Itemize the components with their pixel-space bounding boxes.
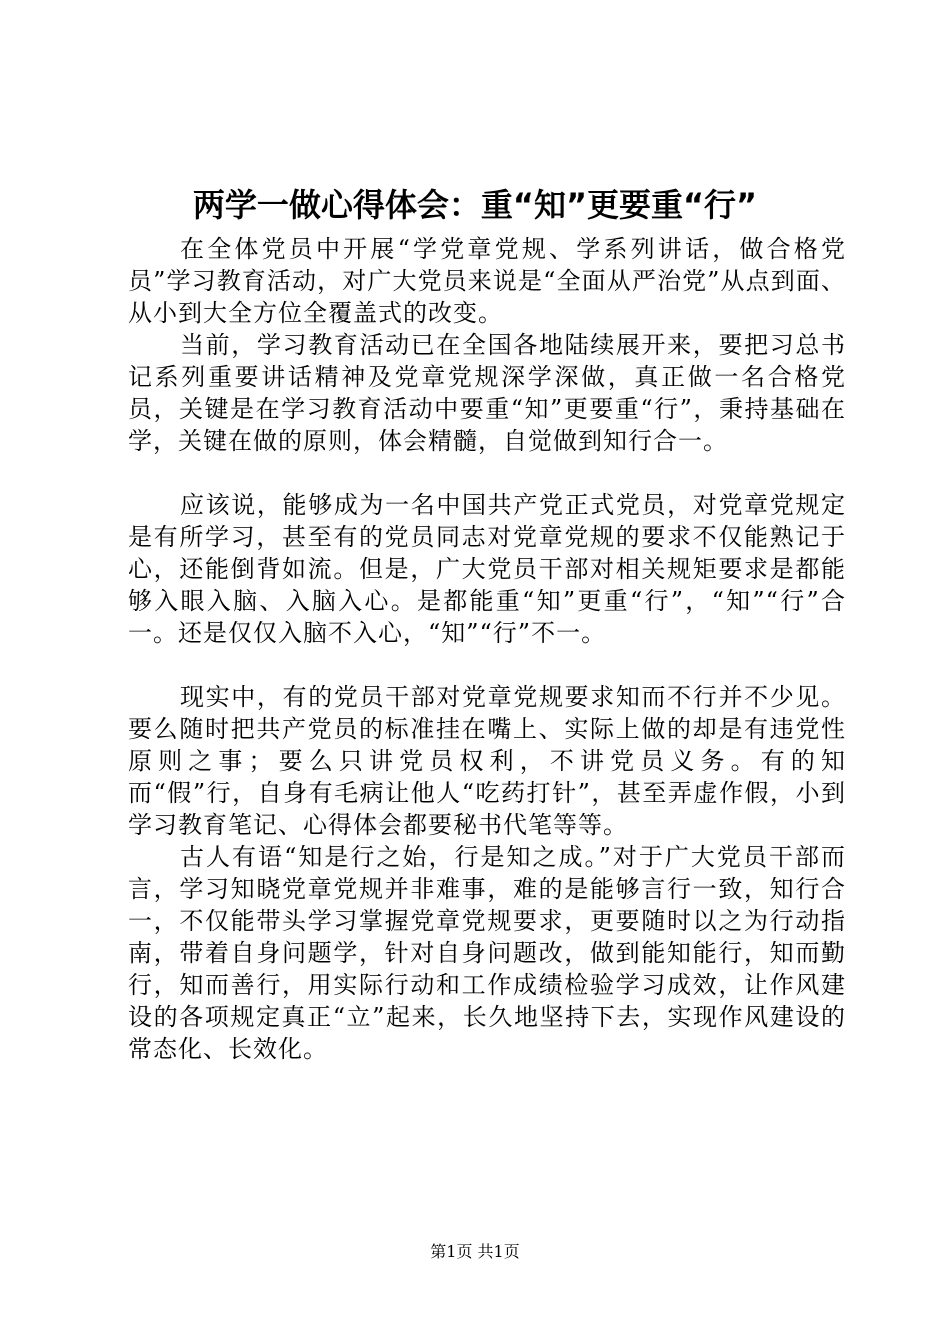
paragraph-3: 应该说，能够成为一名中国共产党正式党员，对党章党规定是有所学习，甚至有的党员同志对党章党规的要求不仅能熟记于心，还能倒背如流。但是，广大党员干部对相关规矩要求是都能够入眼入脑、入脑入心。是都能重“知”更重“行”，“知”“行”合一。还是仅仅入脑不入心，“知”“行”不一。 [128,491,846,647]
paragraph-2: 当前，学习教育活动已在全国各地陆续展开来，要把习总书记系列重要讲话精神及党章党规深学深做，真正做一名合格党员，关键是在学习教育活动中要重“知”更要重“行”，秉持基础在学，关键在做的原则，体会精髓，自觉做到知行合一。 [128,331,846,455]
paragraph-1: 在全体党员中开展“学党章党规、学系列讲话，做合格党员”学习教育活动，对广大党员来说是“全面从严治党”从点到面、从小到大全方位全覆盖式的改变。 [128,235,846,327]
document-title: 两学一做心得体会：重“知”更要重“行” [192,186,758,224]
paragraph-4: 现实中，有的党员干部对党章党规要求知而不行并不少见。要么随时把共产党员的标准挂在嘴上、实际上做的却是有违党性原则之事；要么只讲党员权利，不讲党员义务。有的知而“假”行，自身有毛病让他人“吃药打针”，甚至弄虚作假，小到学习教育笔记、心得体会都要秘书代笔等等。 [128,683,846,839]
paragraph-5: 古人有语“知是行之始，行是知之成。”对于广大党员干部而言，学习知晓党章党规并非难事，难的是能够言行一致，知行合一，不仅能带头学习掌握党章党规要求，更要随时以之为行动指南，带着自身问题学，针对自身问题改，做到能知能行，知而勤行，知而善行，用实际行动和工作成绩检验学习成效，让作风建设的各项规定真正“立”起来，长久地坚持下去，实现作风建设的常态化、长效化。 [128,843,846,1063]
document-body [128,233,846,1065]
page-number-footer: 第1页 共1页 [430,1242,520,1261]
